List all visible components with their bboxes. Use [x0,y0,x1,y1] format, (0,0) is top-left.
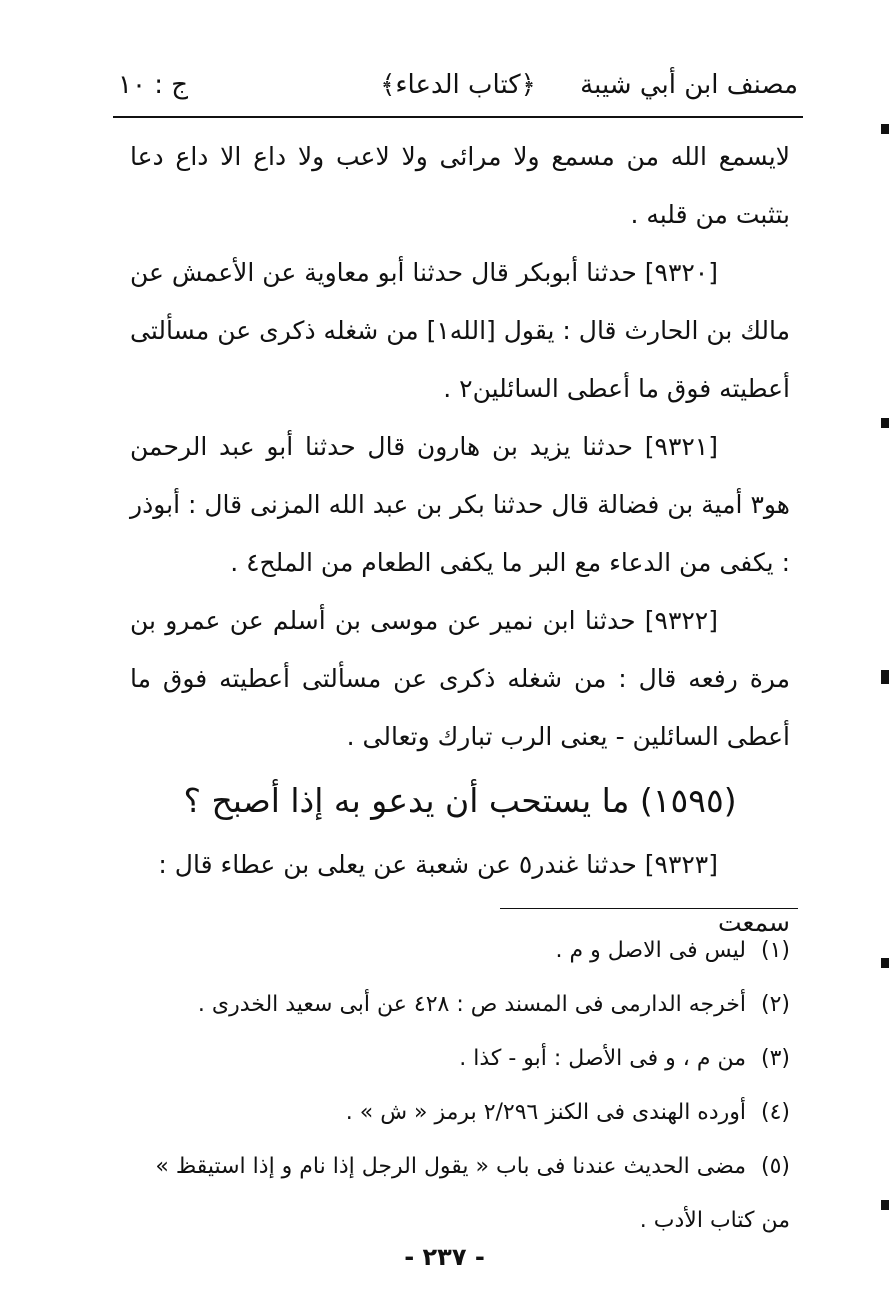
header-book-title: مصنف ابن أبي شيبة [580,70,798,100]
footnote-number: (٥) [760,1154,790,1179]
header-divider [113,116,803,118]
paragraph-continuation: لايسمع الله من مسمع ولا مرائى ولا لاعب ولا داع الا داع دعا بتثبت من قلبه . [130,142,790,229]
header-chapter-title: ﴿كتاب الدعاء﴾ [380,70,536,100]
footnote-item [130,1086,790,1140]
footnotes [130,924,790,1248]
footnote-number: (١) [760,938,790,963]
footnote-item [130,924,790,978]
footnote-divider [500,908,798,909]
footnote-text: أورده الهندى فى الكنز ٢/٢٩٦ برمز « ش » . [345,1100,746,1125]
main-text [130,128,790,766]
footnote-text: أخرجه الدارمى فى المسند ص : ٤٢٨ عن أبى سعيد الخدرى . [197,992,746,1017]
page-number: - ٢٣٧ - [404,1243,485,1271]
footnote-item [130,1140,790,1248]
scan-edge-mark [881,418,889,428]
footnote-item [130,1032,790,1086]
hadith-9321: [٩٣٢١] حدثنا يزيد بن هارون قال حدثنا أبو عبد الرحمن هو٣ أمية بن فضالة قال حدثنا بكر بن عبد الله المزنى قال : أبوذر : يكفى من الدعاء مع البر ما يكفى الطعام من الملح٤ . [130,432,790,577]
hadith-9323: [٩٣٢٣] حدثنا غندر٥ عن شعبة عن يعلى بن عطاء قال : سمعت [158,850,790,937]
scan-edge-mark [881,1200,889,1210]
footnote-text: من م ، و فى الأصل : أبو - كذا . [459,1046,746,1071]
scan-edge-mark [881,670,889,684]
footnote-text: مضى الحديث عندنا فى باب « يقول الرجل إذا نام و إذا استيقظ » من كتاب الأدب . [155,1154,790,1233]
chapter-heading: (١٥٩٥) ما يستحب أن يدعو به إذا أصبح ؟ [183,781,737,820]
footnote-text: ليس فى الاصل و م . [555,938,746,963]
hadith-9320: [٩٣٢٠] حدثنا أبوبكر قال حدثنا أبو معاوية عن الأعمش عن مالك بن الحارث قال : يقول [الله١] من شغله ذكرى عن مسألتى أعطيته فوق ما أعطى السائلين٢ . [130,258,791,403]
running-header [118,62,798,110]
hadith-9322: [٩٣٢٢] حدثنا ابن نمير عن موسى بن أسلم عن عمرو بن مرة رفعه قال : من شغله ذكرى عن مسألتى أعطيته فوق ما أعطى السائلين - يعنى الرب تبارك وتعالى . [130,606,790,751]
scan-edge-mark [881,958,889,968]
footnote-item [130,978,790,1032]
footnote-number: (٢) [760,992,790,1017]
footnote-number: (٤) [760,1100,790,1125]
header-volume-number: ج : ١٠ [118,70,189,100]
scan-edge-mark [881,124,889,134]
footnote-number: (٣) [760,1046,790,1071]
